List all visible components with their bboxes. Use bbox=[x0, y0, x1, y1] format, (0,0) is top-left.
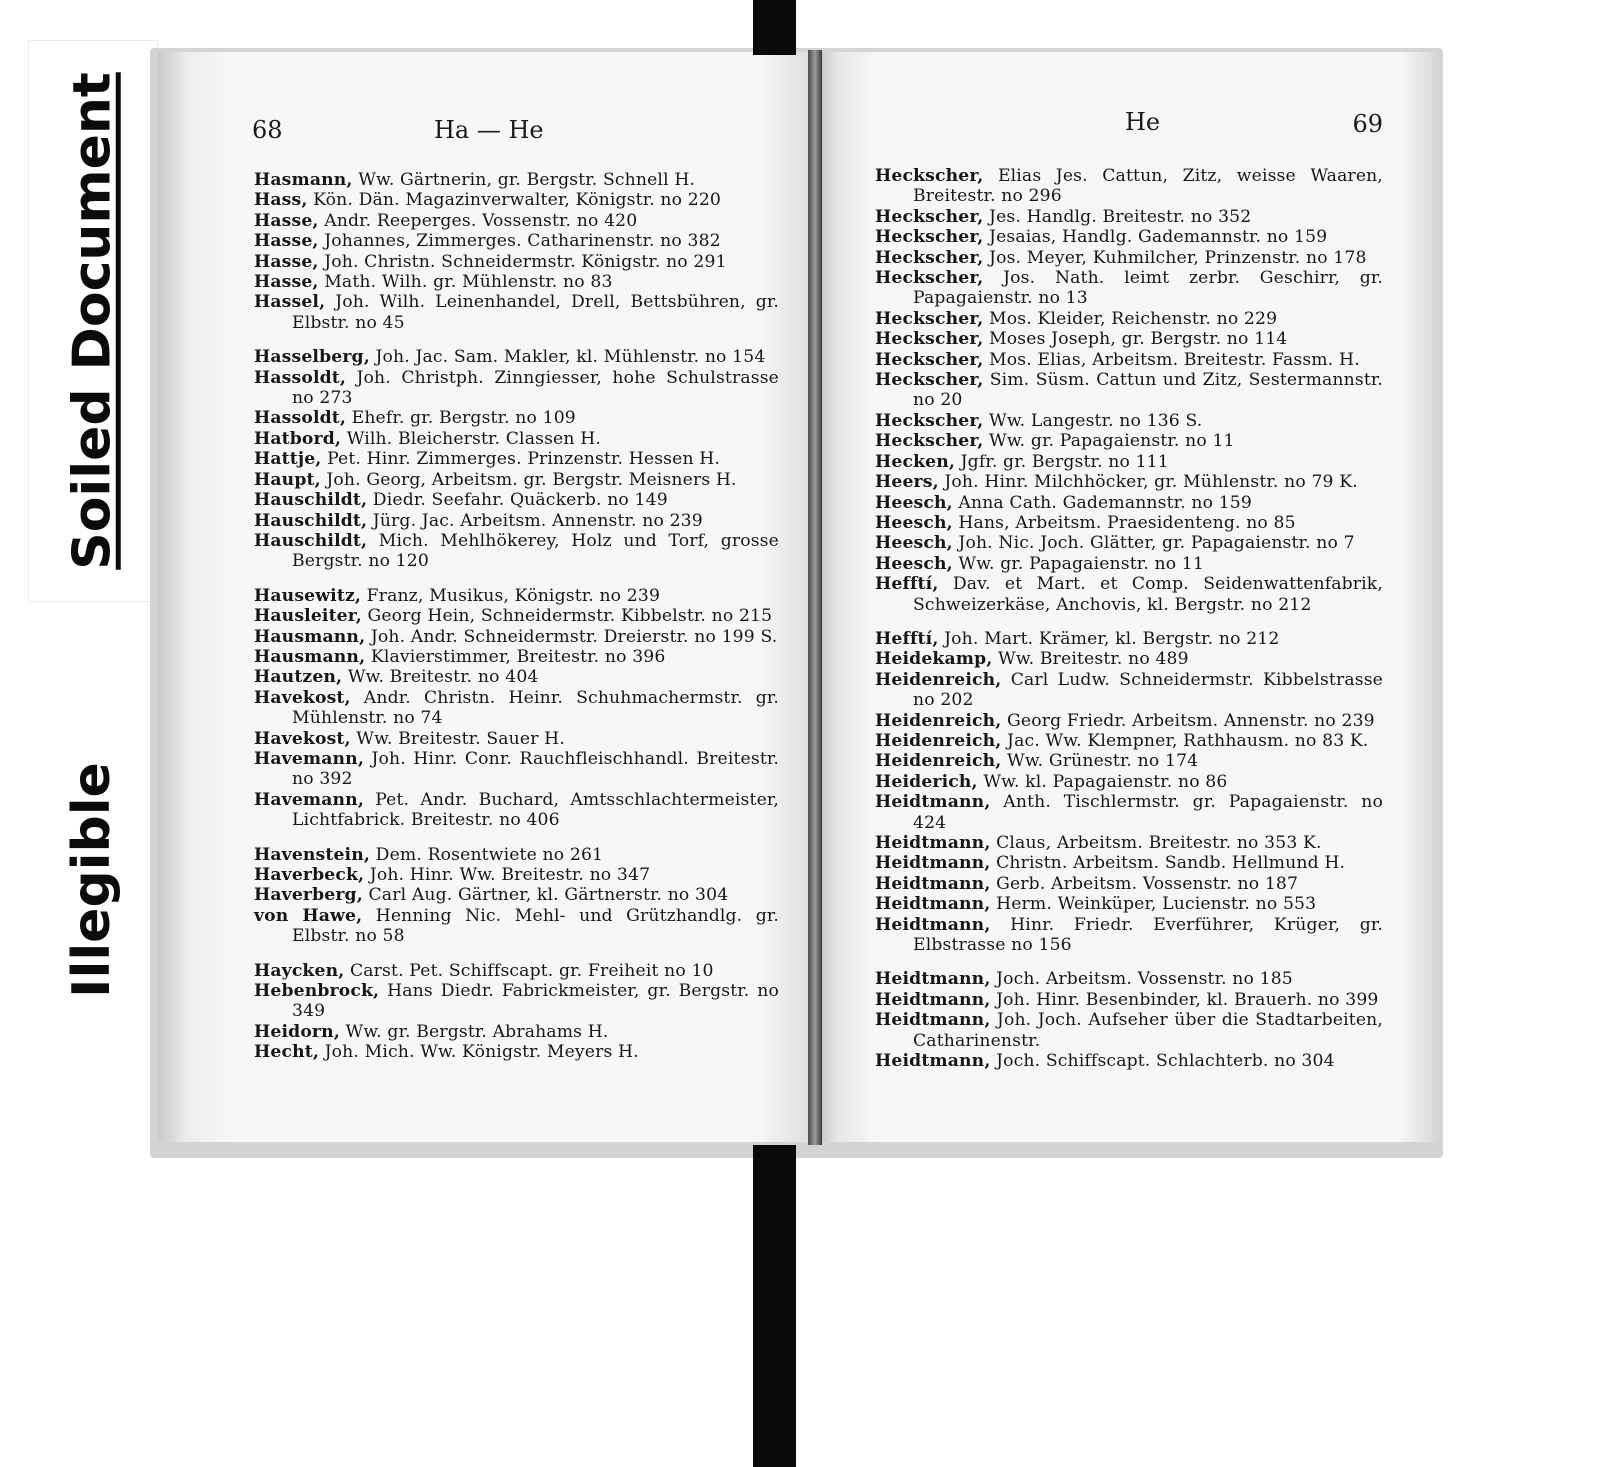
entry-details: Pet. Hinr. Zimmerges. Prinzenstr. Hessen H. bbox=[327, 449, 721, 470]
entry-name: Hefftí, bbox=[875, 628, 939, 649]
entry-name: Hecht, bbox=[254, 1042, 319, 1063]
directory-entry bbox=[254, 231, 779, 251]
left-page-header bbox=[254, 108, 779, 170]
entry-details: Mos. Elias, Arbeitsm. Breitestr. Fassm. H. bbox=[989, 349, 1360, 370]
directory-entry bbox=[875, 915, 1383, 956]
entry-name: Hecken, bbox=[875, 451, 956, 472]
entry-name: Haverberg, bbox=[254, 885, 363, 906]
directory-entry bbox=[875, 533, 1383, 553]
entry-details: Jürg. Jac. Arbeitsm. Annenstr. no 239 bbox=[372, 510, 703, 531]
entry-name: Heidtmann, bbox=[875, 969, 991, 990]
entry-name: Hautzen, bbox=[254, 667, 343, 688]
entry-details: Ww. gr. Bergstr. Abrahams H. bbox=[345, 1021, 609, 1042]
entry-details: Anth. Tischlermstr. gr. Papagaienstr. no 424 bbox=[913, 792, 1383, 833]
directory-entry bbox=[875, 513, 1383, 533]
directory-entry bbox=[875, 309, 1383, 329]
directory-entry bbox=[875, 990, 1383, 1010]
directory-entry bbox=[254, 885, 779, 905]
entry-details: Joh. Hinr. Conr. Rauchfleischhandl. Breitestr. no 392 bbox=[292, 748, 779, 790]
entry-name: Heckscher, bbox=[875, 329, 984, 350]
directory-entry bbox=[254, 368, 779, 409]
directory-entry bbox=[875, 166, 1383, 207]
directory-entry bbox=[875, 969, 1383, 989]
entry-details: Jac. Ww. Klempner, Rathhausm. no 83 K. bbox=[1007, 730, 1369, 751]
entry-name: Heesch, bbox=[875, 492, 953, 513]
entry-name: Heesch, bbox=[875, 553, 953, 574]
entry-name: Heckscher, bbox=[875, 227, 984, 248]
entry-name: Hasse, bbox=[254, 251, 319, 272]
left-page-number: 68 bbox=[252, 116, 283, 144]
entry-name: Heidenreich, bbox=[875, 751, 1002, 772]
directory-entry bbox=[254, 606, 779, 626]
directory-entry bbox=[875, 472, 1383, 492]
entry-details: Andr. Reeperges. Vossenstr. no 420 bbox=[324, 210, 638, 231]
directory-entry bbox=[875, 711, 1383, 731]
entry-name: Heidenreich, bbox=[875, 730, 1002, 751]
directory-entry bbox=[254, 790, 779, 831]
entry-details: Anna Cath. Gademannstr. no 159 bbox=[958, 492, 1252, 513]
left-page-title: Ha — He bbox=[434, 116, 544, 144]
entry-name: Havemann, bbox=[254, 789, 364, 810]
entry-name: Heidtmann, bbox=[875, 1051, 991, 1072]
directory-entry bbox=[254, 531, 779, 572]
entry-name: Hebenbrock, bbox=[254, 981, 380, 1002]
entry-details: Klavierstimmer, Breitestr. no 396 bbox=[370, 646, 666, 667]
entry-name: Hausleiter, bbox=[254, 606, 362, 627]
entry-details: Jos. Nath. leimt zerbr. Geschirr, gr. Papagaienstr. no 13 bbox=[913, 268, 1383, 309]
directory-entry bbox=[254, 667, 779, 687]
entry-details: Joch. Arbeitsm. Vossenstr. no 185 bbox=[996, 969, 1293, 990]
entry-name: Hass, bbox=[254, 190, 308, 211]
directory-entry bbox=[875, 207, 1383, 227]
illegible-label: Illegible bbox=[62, 762, 122, 998]
directory-entry bbox=[254, 749, 779, 790]
directory-entry bbox=[254, 1022, 779, 1042]
bookmark-ribbon-top bbox=[753, 0, 796, 55]
entry-name: Hasse, bbox=[254, 231, 319, 252]
directory-entry bbox=[254, 449, 779, 469]
entry-details: Joh. Andr. Schneidermstr. Dreierstr. no 199 S. bbox=[370, 626, 778, 647]
directory-entry bbox=[254, 272, 779, 292]
entry-details: Sim. Süsm. Cattun und Zitz, Sestermannstr. no 20 bbox=[913, 370, 1383, 411]
right-page-number: 69 bbox=[1352, 110, 1383, 138]
entry-details: Diedr. Seefahr. Quäckerb. no 149 bbox=[372, 490, 668, 511]
entry-details: Jgfr. gr. Bergstr. no 111 bbox=[960, 451, 1169, 472]
entry-name: Havenstein, bbox=[254, 844, 371, 865]
directory-entry bbox=[254, 688, 779, 729]
entry-name: Hasselberg, bbox=[254, 347, 370, 368]
right-page-title: He bbox=[1125, 108, 1161, 136]
entry-details: Jesaias, Handlg. Gademannstr. no 159 bbox=[989, 227, 1328, 248]
entry-name: Hausewitz, bbox=[254, 585, 361, 606]
right-page-header bbox=[875, 104, 1383, 166]
entry-details: Wilh. Bleicherstr. Classen H. bbox=[346, 428, 601, 449]
entry-name: Hausmann, bbox=[254, 626, 366, 647]
directory-entry bbox=[875, 731, 1383, 751]
directory-entry bbox=[254, 865, 779, 885]
entry-details: Math. Wilh. gr. Mühlenstr. no 83 bbox=[324, 272, 613, 293]
entry-name: Havemann, bbox=[254, 748, 364, 769]
entry-details: Joh. Georg, Arbeitsm. gr. Bergstr. Meisners H. bbox=[326, 469, 737, 490]
directory-entry bbox=[254, 211, 779, 231]
entry-name: Haverbeck, bbox=[254, 865, 365, 885]
directory-entry bbox=[254, 347, 779, 367]
entry-details: Ww. Breitestr. no 489 bbox=[998, 649, 1189, 670]
left-page bbox=[158, 52, 815, 1142]
entry-name: Heidtmann, bbox=[875, 853, 991, 874]
entry-details: Ww. gr. Papagaienstr. no 11 bbox=[989, 431, 1235, 452]
entry-details: Henning Nic. Mehl- und Grützhandlg. gr. Elbstr. no 58 bbox=[292, 905, 779, 947]
directory-entry bbox=[875, 670, 1383, 711]
entry-name: Hassoldt, bbox=[254, 367, 347, 388]
entry-name: Havekost, bbox=[254, 687, 351, 708]
entry-details: Gerb. Arbeitsm. Vossenstr. no 187 bbox=[996, 873, 1299, 894]
entry-name: Heidekamp, bbox=[875, 649, 993, 670]
entry-name: Heiderich, bbox=[875, 771, 978, 792]
entry-name: Heidtmann, bbox=[875, 989, 991, 1010]
entry-details: Carl Ludw. Schneidermstr. Kibbelstrasse no 202 bbox=[913, 669, 1383, 711]
entry-details: Ww. Breitestr. no 404 bbox=[347, 667, 539, 688]
directory-entry bbox=[875, 1051, 1383, 1071]
directory-entry bbox=[254, 292, 779, 333]
directory-entry bbox=[875, 350, 1383, 370]
entry-name: Heckscher, bbox=[875, 349, 984, 370]
entry-details: Hans Diedr. Fabrickmeister, gr. Bergstr. no 349 bbox=[292, 981, 779, 1022]
entry-name: Heidtmann, bbox=[875, 833, 991, 853]
entry-details: Joh. Nic. Joch. Glätter, gr. Papagaienstr. no 7 bbox=[958, 533, 1355, 554]
entry-name: Hattje, bbox=[254, 449, 322, 470]
directory-entry bbox=[254, 170, 779, 190]
directory-entry bbox=[875, 554, 1383, 574]
entry-name: Heidtmann, bbox=[875, 894, 991, 915]
directory-entry bbox=[875, 772, 1383, 792]
directory-entry bbox=[254, 729, 779, 749]
entry-name: Hasse, bbox=[254, 272, 319, 293]
entry-details: Georg Hein, Schneidermstr. Kibbelstr. no 215 bbox=[367, 606, 773, 627]
entry-name: Hauschildt, bbox=[254, 530, 368, 551]
entry-name: Heidenreich, bbox=[875, 710, 1002, 731]
directory-entry bbox=[254, 906, 779, 947]
entry-details: Kön. Dän. Magazinverwalter, Königstr. no 220 bbox=[313, 190, 722, 211]
book-gutter bbox=[808, 50, 822, 1145]
entry-name: Hassoldt, bbox=[254, 408, 347, 429]
directory-entry bbox=[254, 408, 779, 428]
entry-details: Johannes, Zimmerges. Catharinenstr. no 382 bbox=[324, 231, 721, 252]
directory-entry bbox=[254, 647, 779, 667]
entry-details: Hinr. Friedr. Everführer, Krüger, gr. Elbstrasse no 156 bbox=[913, 914, 1383, 956]
directory-entry bbox=[875, 411, 1383, 431]
entry-name: Heidtmann, bbox=[875, 873, 991, 894]
directory-entry bbox=[254, 252, 779, 272]
entry-name: von Hawe, bbox=[254, 905, 363, 926]
entry-details: Joh. Joch. Aufseher über die Stadtarbeiten, Catharinenstr. bbox=[913, 1010, 1383, 1051]
entry-details: Ehefr. gr. Bergstr. no 109 bbox=[351, 408, 576, 429]
bookmark-ribbon-bottom bbox=[753, 1145, 796, 1467]
entry-details: Ww. Gärtnerin, gr. Bergstr. Schnell H. bbox=[358, 170, 696, 190]
entry-details: Claus, Arbeitsm. Breitestr. no 353 K. bbox=[996, 833, 1322, 853]
entry-name: Haupt, bbox=[254, 469, 321, 490]
directory-entry bbox=[254, 490, 779, 510]
directory-entry bbox=[875, 792, 1383, 833]
directory-entry bbox=[254, 429, 779, 449]
entry-details: Elias Jes. Cattun, Zitz, weisse Waaren, Breitestr. no 296 bbox=[913, 166, 1383, 207]
directory-entry bbox=[875, 853, 1383, 873]
entry-details: Pet. Andr. Buchard, Amtsschlachtermeister, Lichtfabrick. Breitestr. no 406 bbox=[292, 789, 779, 831]
entry-name: Hatbord, bbox=[254, 428, 342, 449]
entry-details: Mos. Kleider, Reichenstr. no 229 bbox=[989, 308, 1278, 329]
entry-name: Hefftí, bbox=[875, 574, 939, 595]
entry-details: Ww. Langestr. no 136 S. bbox=[989, 410, 1203, 431]
entry-name: Heckscher, bbox=[875, 370, 984, 391]
entry-details: Andr. Christn. Heinr. Schuhmachermstr. gr. Mühlenstr. no 74 bbox=[292, 687, 779, 729]
entry-details: Ww. Grünestr. no 174 bbox=[1007, 751, 1199, 772]
entry-name: Hauschildt, bbox=[254, 490, 368, 511]
illegible-stamp bbox=[28, 715, 156, 1045]
entry-details: Herm. Weinküper, Lucienstr. no 553 bbox=[996, 894, 1317, 915]
directory-entry bbox=[254, 1042, 779, 1062]
entry-name: Hassel, bbox=[254, 292, 326, 313]
entry-details: Franz, Musikus, Königstr. no 239 bbox=[366, 585, 661, 606]
directory-entry bbox=[875, 751, 1383, 771]
directory-entry bbox=[875, 452, 1383, 472]
left-directory-list bbox=[254, 170, 779, 1063]
entry-name: Heckscher, bbox=[875, 247, 984, 268]
directory-entry bbox=[875, 833, 1383, 853]
entry-details: Joh. Mich. Ww. Königstr. Meyers H. bbox=[324, 1042, 639, 1063]
soiled-document-stamp bbox=[28, 40, 158, 602]
entry-name: Heidenreich, bbox=[875, 669, 1002, 690]
directory-entry bbox=[875, 431, 1383, 451]
entry-details: Joh. Hinr. Milchhöcker, gr. Mühlenstr. no 79 K. bbox=[944, 472, 1358, 493]
directory-entry bbox=[254, 511, 779, 531]
entry-name: Heckscher, bbox=[875, 410, 984, 431]
directory-entry bbox=[254, 627, 779, 647]
directory-entry bbox=[875, 493, 1383, 513]
entry-details: Joh. Christn. Schneidermstr. Königstr. no 291 bbox=[324, 251, 727, 272]
entry-details: Moses Joseph, gr. Bergstr. no 114 bbox=[989, 329, 1288, 350]
directory-entry bbox=[875, 370, 1383, 411]
directory-entry bbox=[875, 227, 1383, 247]
entry-details: Jos. Meyer, Kuhmilcher, Prinzenstr. no 178 bbox=[989, 247, 1367, 268]
directory-entry bbox=[875, 894, 1383, 914]
entry-name: Heers, bbox=[875, 472, 939, 493]
entry-details: Carl Aug. Gärtner, kl. Gärtnerstr. no 304 bbox=[368, 885, 729, 906]
entry-details: Ww. kl. Papagaienstr. no 86 bbox=[983, 771, 1228, 792]
entry-name: Heckscher, bbox=[875, 268, 984, 289]
directory-entry bbox=[254, 845, 779, 865]
entry-details: Dem. Rosentwiete no 261 bbox=[375, 844, 604, 865]
entry-name: Hasmann, bbox=[254, 170, 353, 190]
soiled-document-label: Soiled Document bbox=[63, 72, 124, 570]
entry-details: Mich. Mehlhökerey, Holz und Torf, grosse Bergstr. no 120 bbox=[292, 530, 779, 572]
entry-name: Heidtmann, bbox=[875, 1010, 991, 1031]
directory-entry bbox=[875, 1010, 1383, 1051]
entry-name: Hasse, bbox=[254, 210, 319, 231]
directory-entry bbox=[875, 248, 1383, 268]
directory-entry bbox=[875, 329, 1383, 349]
entry-details: Hans, Arbeitsm. Praesidenteng. no 85 bbox=[958, 512, 1296, 533]
entry-details: Joch. Schiffscapt. Schlachterb. no 304 bbox=[996, 1051, 1335, 1072]
directory-entry bbox=[875, 629, 1383, 649]
right-page bbox=[815, 52, 1439, 1142]
directory-entry bbox=[254, 190, 779, 210]
entry-name: Haycken, bbox=[254, 960, 345, 981]
entry-name: Havekost, bbox=[254, 728, 351, 749]
entry-name: Heidtmann, bbox=[875, 914, 991, 935]
directory-entry bbox=[254, 470, 779, 490]
entry-details: Joh. Wilh. Leinenhandel, Drell, Bettsbühren, gr. Elbstr. no 45 bbox=[292, 292, 779, 333]
directory-entry bbox=[254, 961, 779, 981]
right-directory-list bbox=[875, 166, 1383, 1071]
entry-name: Hausmann, bbox=[254, 646, 366, 667]
entry-details: Joh. Christph. Zinngiesser, hohe Schulstrasse no 273 bbox=[292, 367, 779, 409]
entry-name: Heesch, bbox=[875, 512, 953, 533]
directory-entry bbox=[875, 649, 1383, 669]
entry-name: Heckscher, bbox=[875, 166, 984, 186]
entry-name: Hauschildt, bbox=[254, 510, 368, 531]
entry-name: Heckscher, bbox=[875, 431, 984, 452]
directory-entry bbox=[875, 268, 1383, 309]
entry-details: Georg Friedr. Arbeitsm. Annenstr. no 239 bbox=[1007, 710, 1375, 731]
entry-details: Ww. Breitestr. Sauer H. bbox=[356, 728, 565, 749]
entry-name: Heckscher, bbox=[875, 206, 984, 227]
entry-details: Joh. Jac. Sam. Makler, kl. Mühlenstr. no 154 bbox=[375, 347, 766, 368]
entry-details: Joh. Hinr. Besenbinder, kl. Brauerh. no 399 bbox=[996, 989, 1379, 1010]
entry-details: Ww. gr. Papagaienstr. no 11 bbox=[958, 553, 1204, 574]
entry-name: Heckscher, bbox=[875, 308, 984, 329]
entry-details: Joh. Mart. Krämer, kl. Bergstr. no 212 bbox=[944, 628, 1280, 649]
directory-entry bbox=[875, 574, 1383, 615]
entry-name: Heidtmann, bbox=[875, 792, 991, 813]
entry-details: Dav. et Mart. et Comp. Seidenwattenfabrik, Schweizerkäse, Anchovis, kl. Bergstr. no 212 bbox=[913, 574, 1383, 615]
entry-details: Carst. Pet. Schiffscapt. gr. Freiheit no 10 bbox=[349, 960, 714, 981]
directory-entry bbox=[254, 586, 779, 606]
entry-name: Heidorn, bbox=[254, 1021, 340, 1042]
entry-name: Heesch, bbox=[875, 533, 953, 554]
entry-details: Christn. Arbeitsm. Sandb. Hellmund H. bbox=[996, 853, 1346, 874]
entry-details: Jes. Handlg. Breitestr. no 352 bbox=[989, 206, 1252, 227]
entry-details: Joh. Hinr. Ww. Breitestr. no 347 bbox=[369, 865, 651, 885]
directory-entry bbox=[254, 981, 779, 1022]
directory-entry bbox=[875, 874, 1383, 894]
